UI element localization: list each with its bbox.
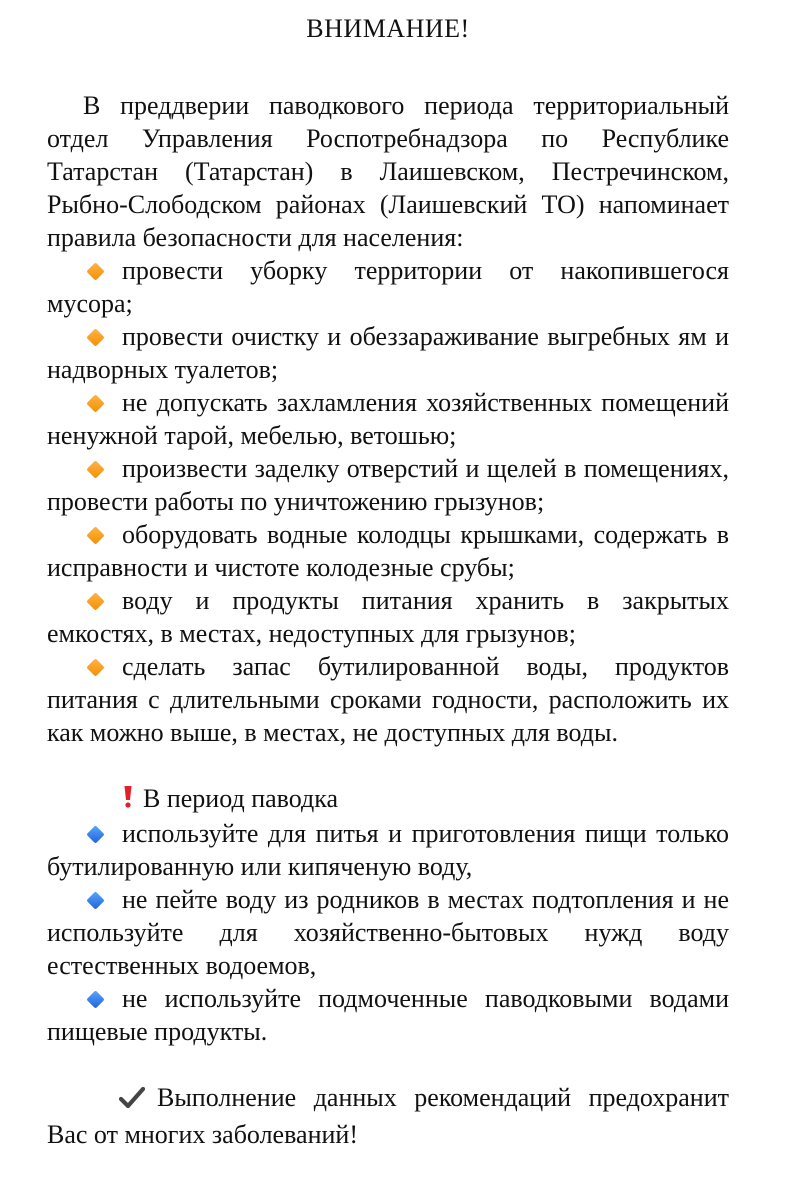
red-exclamation-icon [87, 784, 133, 817]
blue-diamond-icon [86, 990, 104, 1008]
list-item-text: не допускать захламления хозяйственных помещений ненужной тарой, мебелью, ветошью; [47, 388, 729, 450]
orange-diamond-icon [86, 328, 104, 346]
orange-diamond-icon [86, 262, 104, 280]
section-heading-text: В период паводка [143, 784, 338, 813]
check-mark-icon [83, 1085, 145, 1118]
list-item-text: провести очистку и обеззараживание выгребных ям и надворных туалетов; [47, 322, 729, 384]
blue-diamond-icon [86, 891, 104, 909]
list-item-text: используйте для питья и приготовления пищи только бутилированную или кипяченую воду, [47, 819, 729, 881]
list-item-text: произвести заделку отверстий и щелей в помещениях, провести работы по уничтожению грызунов; [47, 454, 729, 516]
orange-diamond-icon [86, 592, 104, 610]
list-item-text: оборудовать водные колодцы крышками, содержать в исправности и чистоте колодезные срубы; [47, 520, 729, 582]
blue-diamond-icon [86, 825, 104, 843]
intro-paragraph: В преддверии паводкового периода территориальный отдел Управления Роспотребнадзора по Республике Татарстан (Татарстан) в Лаишевском, Пестречинском, Рыбно-Слободском районах (Лаишевский ТО) напоминает правила безопасности для населения: [47, 91, 729, 252]
conclusion-text: Выполнение данных рекомендаций предохранит Вас от многих заболеваний! [47, 1083, 729, 1149]
list-item-text: не используйте подмоченные паводковыми водами пищевые продукты. [47, 984, 729, 1046]
spacer [47, 1048, 729, 1081]
list-item [47, 452, 729, 518]
list-item [47, 254, 729, 320]
list-item-text: воду и продукты питания хранить в закрытых емкостях, в местах, недоступных для грызунов; [47, 586, 729, 648]
orange-diamond-icon [86, 658, 104, 676]
list-item [47, 386, 729, 452]
list-item-text: сделать запас бутилированной воды, продуктов питания с длительными сроками годности, расположить их как можно выше, в местах, не доступных для воды. [47, 652, 729, 747]
list-item [47, 650, 729, 749]
list-item-text: не пейте воду из родников в местах подтопления и не используйте для хозяйственно-бытовых нужд воду естественных водоемов, [47, 885, 729, 980]
list-item [47, 982, 729, 1048]
spacer [47, 749, 729, 782]
list-item [47, 584, 729, 650]
page-title: ВНИМАНИЕ! [306, 14, 470, 43]
notice-document [47, 0, 729, 1151]
orange-diamond-icon [86, 460, 104, 478]
orange-diamond-icon [86, 394, 104, 412]
list-item [47, 518, 729, 584]
orange-diamond-icon [86, 526, 104, 544]
list-item [47, 817, 729, 883]
list-item [47, 320, 729, 386]
list-item-text: провести уборку территории от накопившегося мусора; [47, 256, 729, 318]
section-heading [47, 782, 729, 817]
list-item [47, 883, 729, 982]
conclusion-paragraph [47, 1081, 729, 1151]
